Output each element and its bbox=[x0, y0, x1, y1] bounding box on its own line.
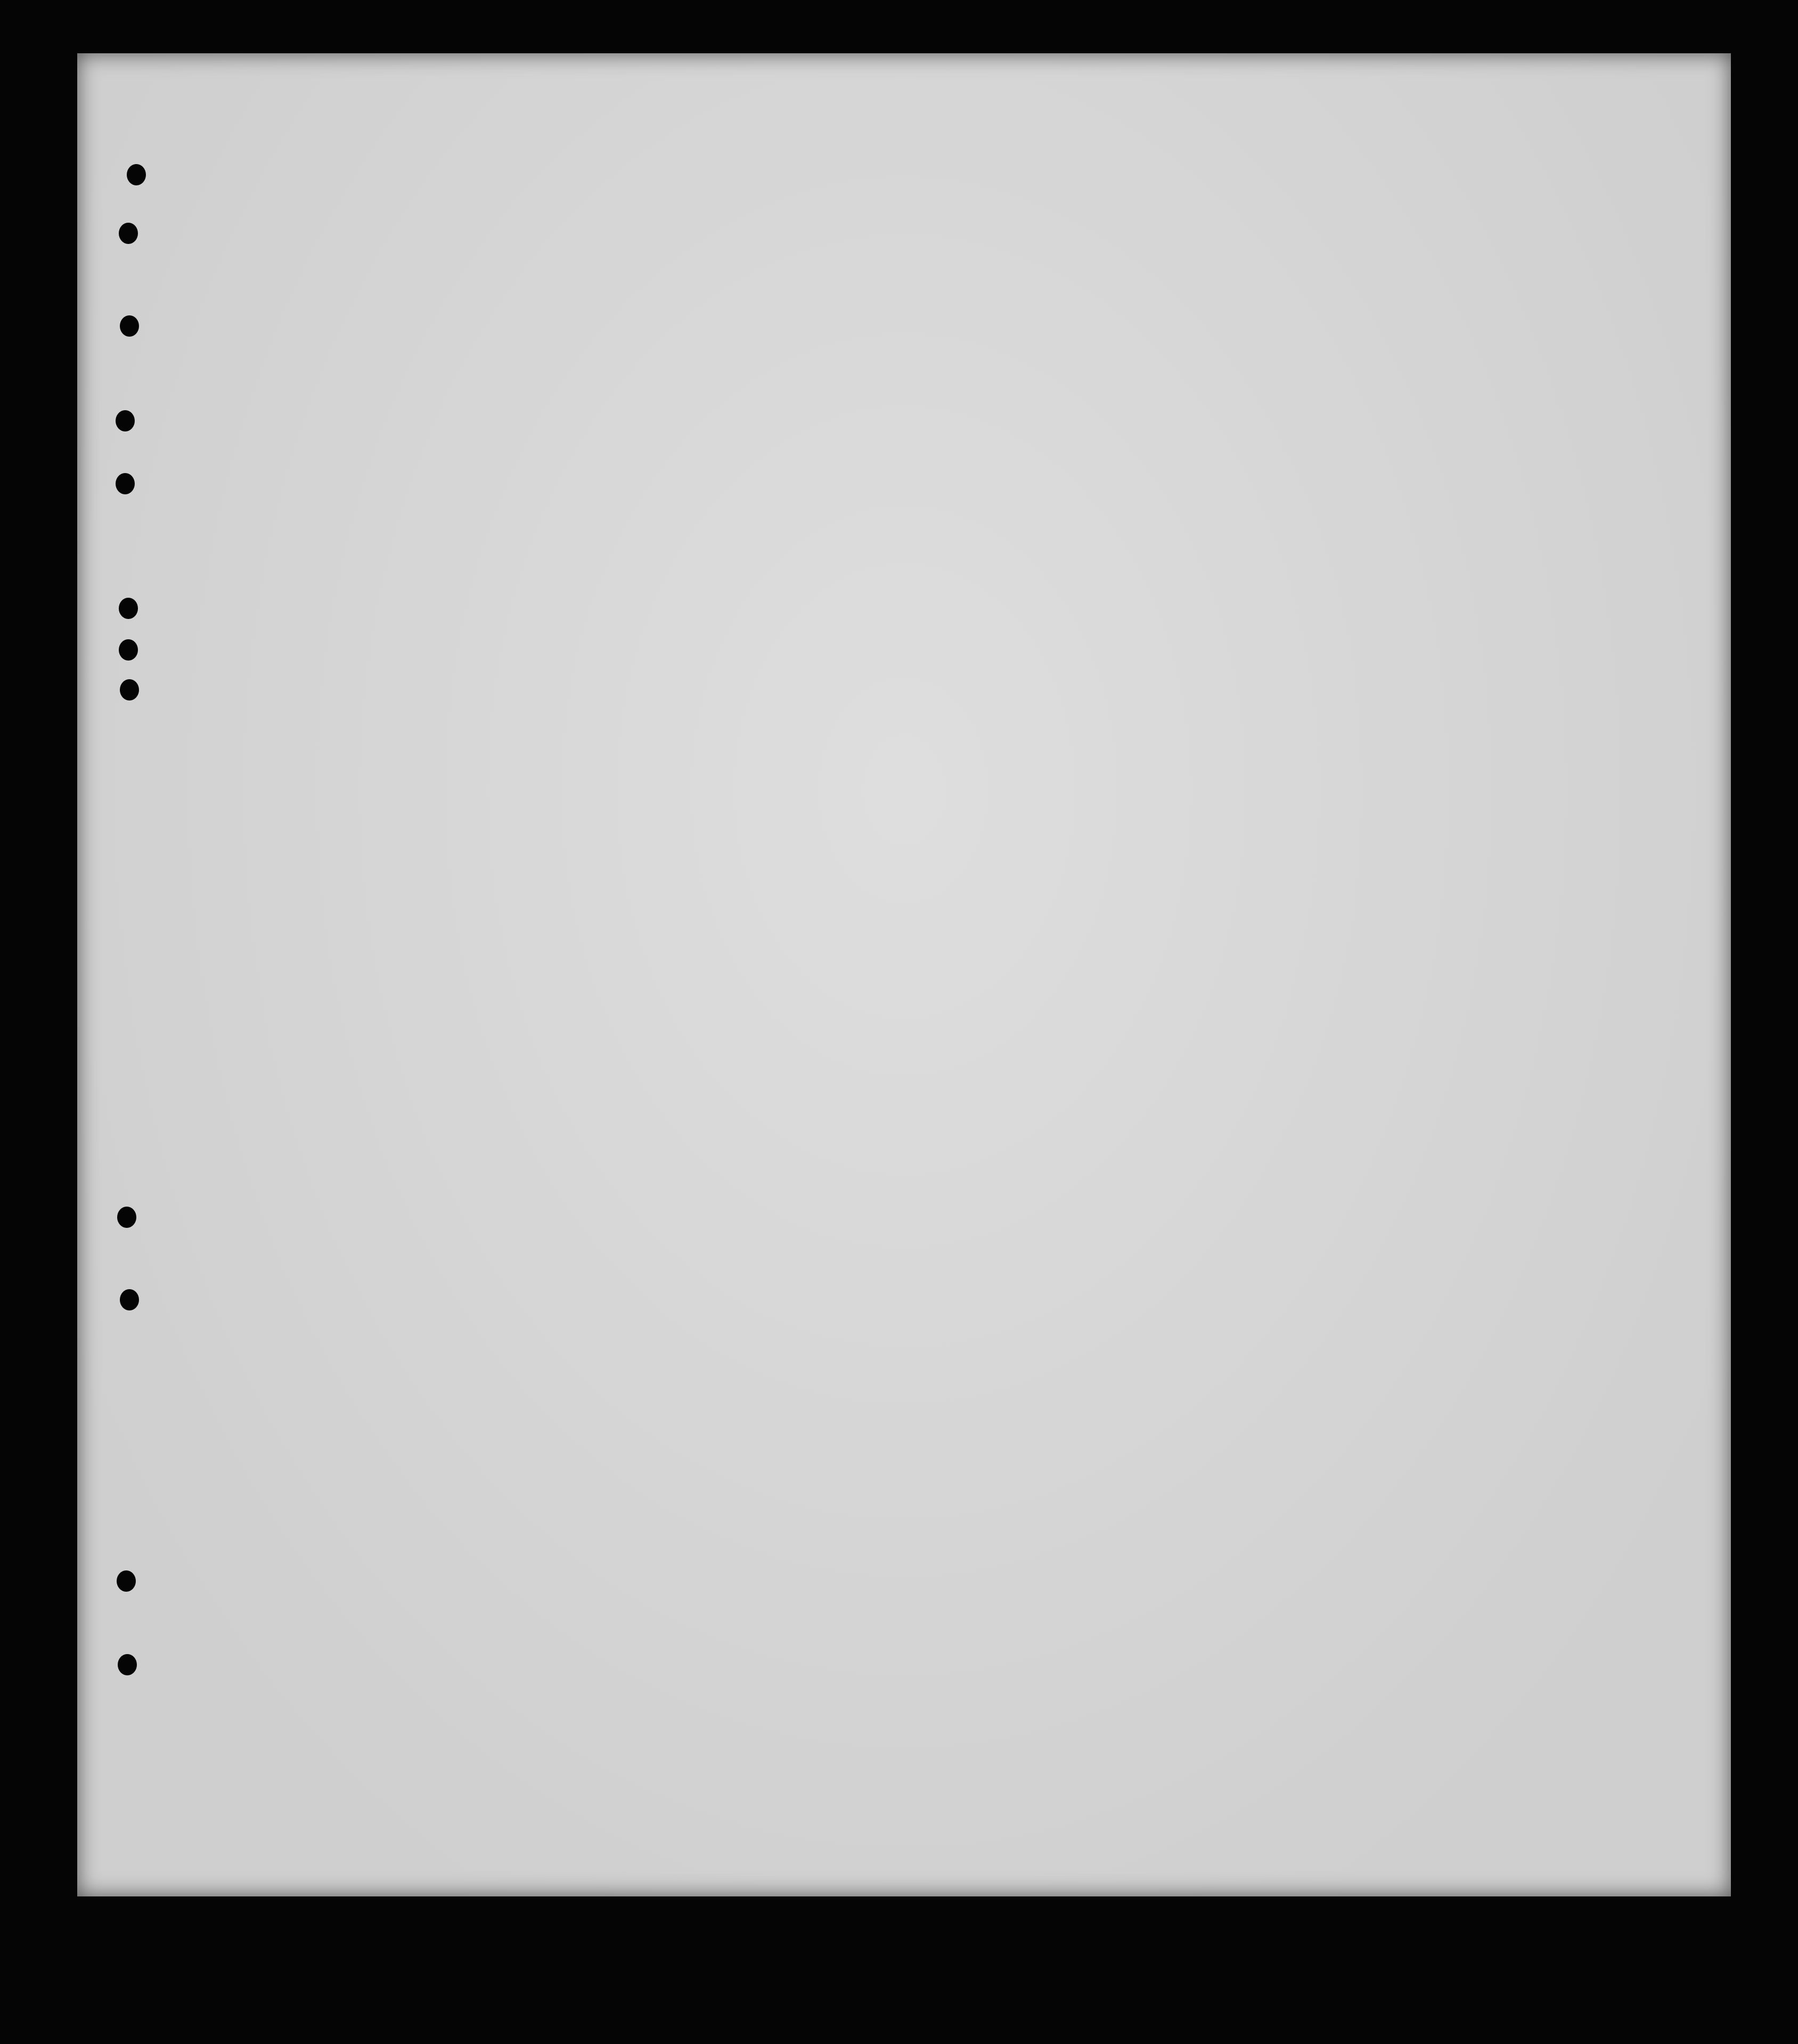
punch-hole bbox=[119, 639, 138, 661]
remark-discharged-row-10 bbox=[1462, 803, 1664, 805]
punch-hole bbox=[120, 1289, 139, 1310]
table-grid bbox=[77, 53, 1731, 1896]
punch-hole bbox=[117, 1570, 136, 1592]
punch-hole bbox=[116, 473, 135, 494]
punch-hole bbox=[117, 1207, 136, 1228]
punch-hole bbox=[120, 315, 139, 337]
punch-hole bbox=[116, 410, 135, 431]
manifest-sheet bbox=[77, 53, 1731, 1896]
punch-hole bbox=[127, 164, 146, 185]
punch-hole bbox=[119, 223, 138, 244]
punch-hole bbox=[118, 1654, 137, 1675]
punch-hole bbox=[119, 598, 138, 619]
punch-hole bbox=[120, 679, 139, 701]
